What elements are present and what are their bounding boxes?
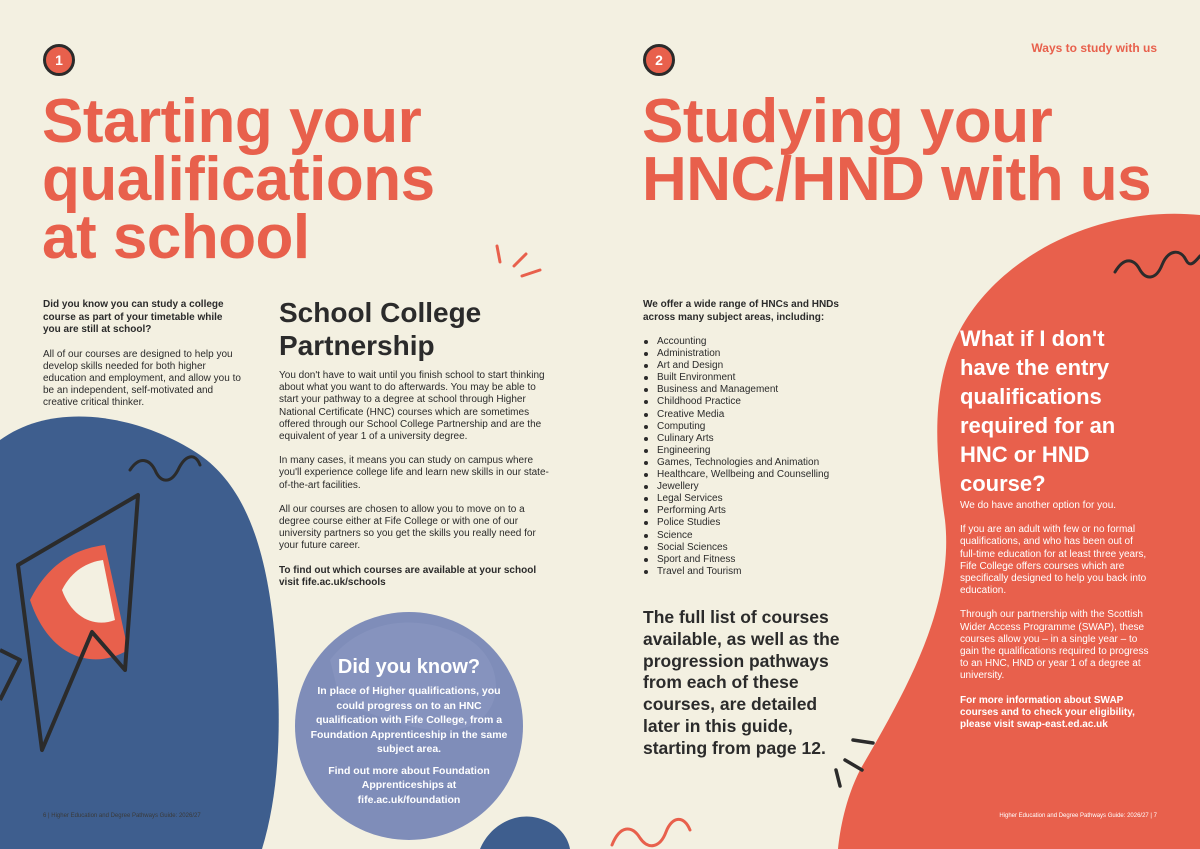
courses-intro: We offer a wide range of HNCs and HNDs across many subject areas, including: bbox=[643, 299, 839, 323]
callout-title-line: required for an bbox=[960, 413, 1116, 438]
navy-blob-small bbox=[480, 817, 570, 849]
callout-title-line: What if I don't bbox=[960, 326, 1105, 351]
page-title-right bbox=[642, 87, 1152, 214]
foundation-link[interactable]: Find out more about Foundation Apprenticeships at fife.ac.uk/foundation bbox=[328, 764, 490, 806]
list-item: Jewellery bbox=[643, 481, 863, 493]
full-list-line: available, as well as the bbox=[643, 628, 840, 649]
callout-paragraph: We do have another option for you. bbox=[960, 500, 1117, 511]
title-line: HNC/HND with us bbox=[642, 145, 1152, 214]
full-list-line: starting from page 12. bbox=[643, 737, 826, 758]
list-item: Social Sciences bbox=[643, 542, 863, 554]
partnership-title bbox=[279, 296, 557, 362]
burst-marks-top bbox=[497, 246, 540, 276]
school-college-partnership bbox=[279, 296, 557, 590]
left-intro bbox=[43, 299, 243, 410]
did-you-know-text: In place of Higher qualifications, you could progress on to an HNC qualification with Fife College, from a Foundation Apprenticeship in the same subject area. bbox=[310, 685, 508, 755]
title-line: Studying your bbox=[642, 87, 1053, 156]
list-item: Games, Technologies and Animation bbox=[643, 457, 863, 469]
list-item: Computing bbox=[643, 421, 863, 433]
partnership-paragraph: All our courses are chosen to allow you to move on to a degree course either at Fife College or with one of our university partners so you get the skills you really need for your future career. bbox=[279, 503, 536, 552]
list-item: Art and Design bbox=[643, 360, 863, 372]
list-item: Creative Media bbox=[643, 409, 863, 421]
schools-link[interactable]: To find out which courses are available at your school visit fife.ac.uk/schools bbox=[279, 564, 537, 589]
course-list bbox=[643, 336, 863, 578]
full-list-line: progression pathways bbox=[643, 650, 829, 671]
full-list-line: courses, are detailed bbox=[643, 694, 818, 715]
footer-left: 6 | Higher Education and Degree Pathways Guide: 2026/27 bbox=[43, 813, 201, 819]
title-line: at school bbox=[42, 203, 310, 272]
callout-title-line: HNC or HND bbox=[960, 442, 1090, 467]
list-item: Healthcare, Wellbeing and Counselling bbox=[643, 469, 863, 481]
page-title-left bbox=[42, 87, 435, 272]
squiggle-bottom bbox=[612, 819, 690, 845]
intro-body: All of our courses are designed to help you develop skills needed for both higher education and employment, and allow you to be an independent, self-motivated and creative critical thinker. bbox=[43, 348, 241, 409]
title-line: Starting your bbox=[42, 87, 422, 156]
title-line: qualifications bbox=[42, 145, 435, 214]
list-item: Administration bbox=[643, 348, 863, 360]
full-list-line: from each of these bbox=[643, 672, 799, 693]
list-item: Police Studies bbox=[643, 517, 863, 529]
list-item: Legal Services bbox=[643, 493, 863, 505]
section-number: 1 bbox=[55, 52, 63, 68]
list-item: Sport and Fitness bbox=[643, 554, 863, 566]
partnership-title-line: Partnership bbox=[279, 330, 435, 361]
partnership-paragraph: You don't have to wait until you finish school to start thinking about what you want to do afterwards. You may be able to start your pathway to a degree at school through Higher National Certificate (HNC) courses which are sometimes offered through our School College Partnership and are the equivalent of year 1 of a university degree. bbox=[279, 370, 545, 443]
did-you-know-title: Did you know? bbox=[337, 656, 481, 678]
list-item: Childhood Practice bbox=[643, 396, 863, 408]
list-item: Built Environment bbox=[643, 372, 863, 384]
callout-title-line: course? bbox=[960, 471, 1046, 496]
list-item: Travel and Tourism bbox=[643, 566, 863, 578]
callout-title-line: qualifications bbox=[960, 384, 1102, 409]
list-item: Science bbox=[643, 530, 863, 542]
section-number-badge bbox=[643, 44, 675, 76]
did-you-know-box bbox=[306, 654, 512, 807]
callout-paragraph: Through our partnership with the Scottish Wider Access Programme (SWAP), these courses allow you – in a single year – to gain the qualifications required to progress to an HNC, HND or year 1 of a degree at university. bbox=[960, 609, 1149, 682]
intro-bold: Did you know you can study a college course as part of your timetable while you are still at school? bbox=[43, 299, 224, 335]
courses-section bbox=[643, 299, 863, 578]
list-item: Engineering bbox=[643, 445, 863, 457]
list-item: Accounting bbox=[643, 336, 863, 348]
partnership-title-line: School College bbox=[279, 297, 482, 328]
section-number-badge bbox=[43, 44, 75, 76]
list-item: Performing Arts bbox=[643, 505, 863, 517]
navy-blob bbox=[0, 416, 279, 849]
full-list-note bbox=[643, 607, 840, 760]
callout-title bbox=[960, 324, 1150, 498]
entry-qualifications-callout bbox=[960, 324, 1150, 731]
full-list-line: The full list of courses bbox=[643, 607, 829, 627]
footer-right: Higher Education and Degree Pathways Guide: 2026/27 | 7 bbox=[999, 813, 1157, 819]
header-label: Ways to study with us bbox=[1031, 41, 1157, 55]
callout-paragraph: If you are an adult with few or no formal qualifications, and who has been out of full-time education for at least three years, Fife College offers courses which are specifically designed to help you back into education. bbox=[960, 524, 1147, 597]
list-item: Culinary Arts bbox=[643, 433, 863, 445]
callout-title-line: have the entry bbox=[960, 355, 1110, 380]
full-list-line: later in this guide, bbox=[643, 715, 793, 736]
list-item: Business and Management bbox=[643, 384, 863, 396]
swap-link[interactable]: For more information about SWAP courses and to check your eligibility, please visit swap-east.ed.ac.uk bbox=[960, 694, 1135, 731]
section-number: 2 bbox=[655, 52, 663, 68]
partnership-paragraph: In many cases, it means you can study on campus where you'll experience college life and learn new skills in our state-of-the-art facilities. bbox=[279, 455, 549, 491]
